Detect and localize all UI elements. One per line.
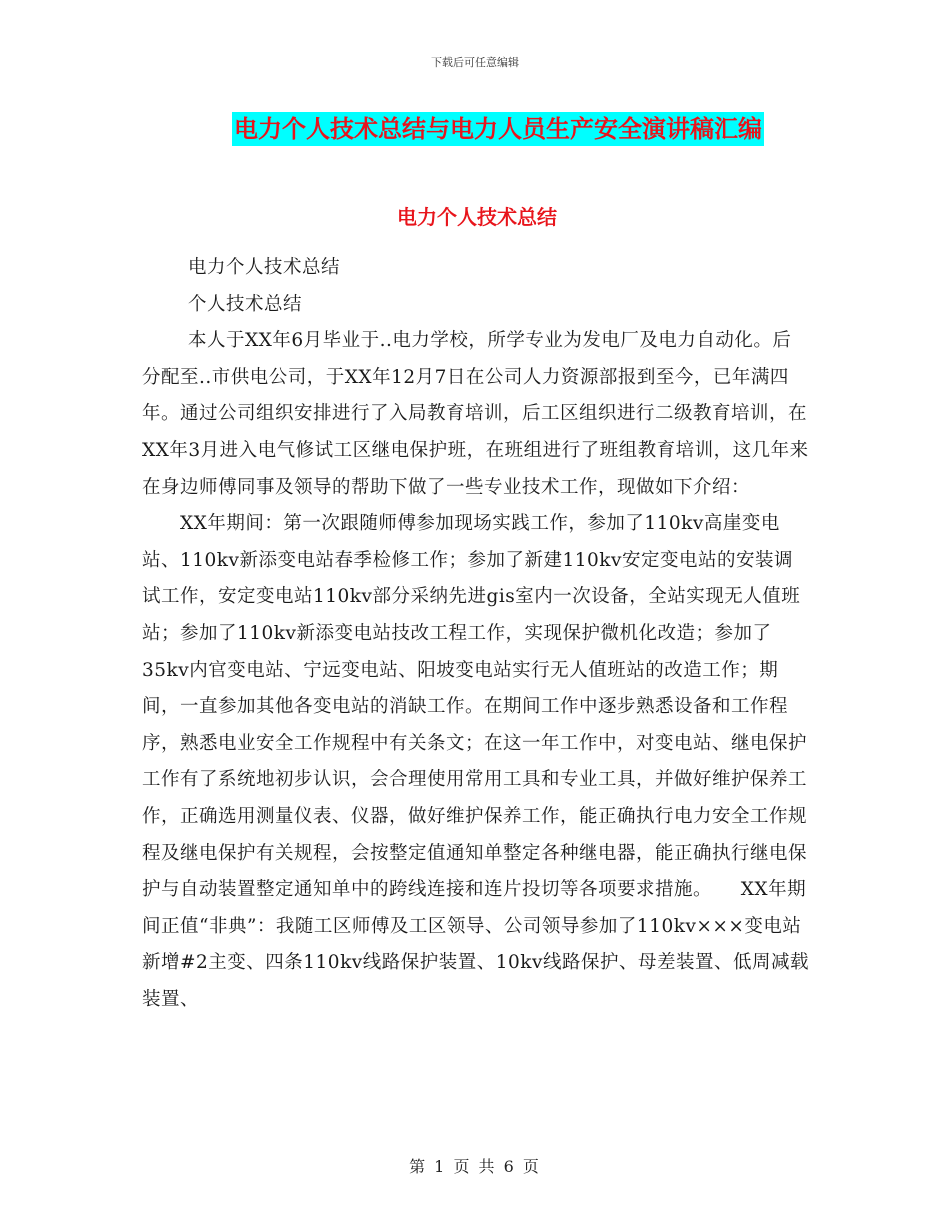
page-footer: 第 1 页 共 6 页 bbox=[409, 1157, 541, 1176]
main-title-container bbox=[0, 112, 950, 146]
document-body bbox=[142, 250, 810, 1018]
section-title: 电力个人技术总结 bbox=[397, 205, 557, 229]
body-paragraph: 个人技术总结 bbox=[188, 293, 303, 315]
main-title: 电力个人技术总结与电力人员生产安全演讲稿汇编 bbox=[232, 112, 764, 146]
body-paragraph: 本人于XX年6月毕业于..电力学校，所学专业为发电厂及电力自动化。后分配至..市供电公司，于XX年12月7日在公司人力资源部报到至今，已年满四年。通过公司组织安排进行了入局教育培训，后工区组织进行二级教育培训，在XX年3月进入电气修试工区继电保护班，在班组进行了班组教育培训，这几年来在身边师傅同事及领导的帮助下做了一些专业技术工作，现做如下介绍： bbox=[142, 330, 809, 498]
page-header-note: 下载后可任意编辑 bbox=[431, 56, 519, 69]
body-paragraph: XX年期间：第一次跟随师傅参加现场实践工作，参加了110kv高崖变电站、110kv新添变电站春季检修工作；参加了新建110kv安定变电站的安装调试工作，安定变电站110kv部分采纳先进gis室内一次设备，全站实现无人值班站；参加了110kv新添变电站技改工程工作，实现保护微机化改造；参加了35kv内官变电站、宁远变电站、阳坡变电站实行无人值班站的改造工作；期间，一直参加其他各变电站的消缺工作。在期间工作中逐步熟悉设备和工作程序，熟悉电业安全工作规程中有关条文；在这一年工作中，对变电站、继电保护工作有了系统地初步认识，会合理使用常用工具和专业工具，并做好维护保养工作，正确选用测量仪表、仪器，做好维护保养工作，能正确执行电力安全工作规程及继电保护有关规程，会按整定值通知单整定各种继电器，能正确执行继电保护与自动装置整定通知单中的跨线连接和连片投切等各项要求措施。 XX年期间正值“非典”：我随工区师傅及工区领导、公司领导参加了110kv×××变电站新增#2主变、四条110kv线路保护装置、10kv线路保护、母差装置、低周减载装置、 bbox=[142, 513, 809, 1010]
body-paragraph: 电力个人技术总结 bbox=[188, 257, 341, 278]
